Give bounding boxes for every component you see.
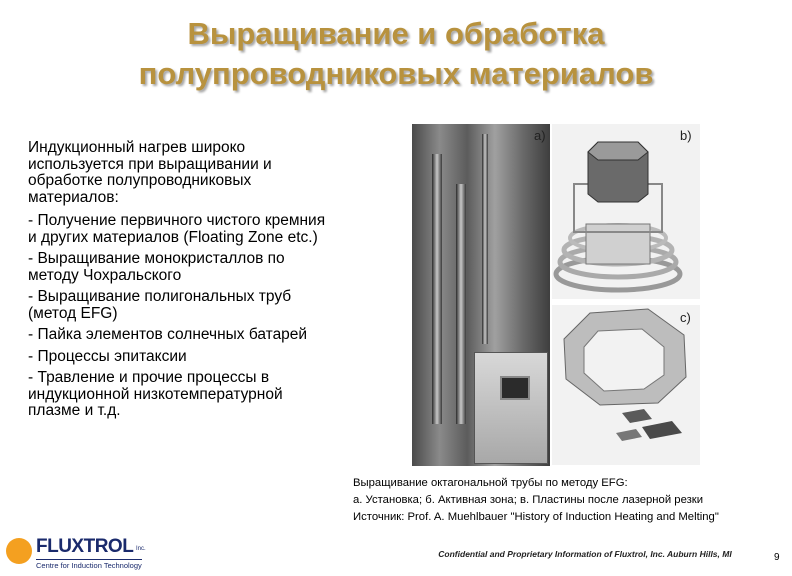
octagonal-tube-illustration [552, 305, 700, 465]
bullet-item: - Травление и прочие процессы в индукционной низкотемпературной плазме и т.д. [28, 369, 283, 419]
caption-line-3: Источник: Prof. A. Muehlbauer "History of Induction Heating and Melting" [353, 511, 719, 523]
photo-active-zone [552, 124, 700, 299]
active-zone-illustration [552, 124, 700, 299]
slide-title [40, 14, 752, 94]
monitor-screen [500, 376, 530, 400]
bullet-item: - Пайка элементов солнечных батарей [28, 326, 308, 343]
title-line-2: полупроводниковых материалов [138, 56, 654, 91]
intro-paragraph: Индукционный нагрев широко используется при выращивании и обработке полупроводниковых материалов: [28, 139, 272, 206]
caption-line-1: Выращивание октагональной трубы по методу EFG: [353, 477, 628, 489]
bullet-list [28, 213, 328, 420]
figure-label-b: b) [680, 128, 692, 143]
fluxtrol-logo [2, 536, 152, 572]
page-number: 9 [774, 552, 780, 563]
bullet-item: - Выращивание монокристаллов по методу Чохральского [28, 250, 285, 284]
figure-label-a: a) [534, 128, 546, 143]
logo-inc: Inc. [136, 546, 146, 552]
footer-confidential: Confidential and Proprietary Information of Fluxtrol, Inc. Auburn Hills, MI [438, 549, 732, 559]
bullet-item: - Процессы эпитаксии [28, 347, 187, 365]
logo-name: FLUXTROL [36, 536, 134, 557]
figure-label-c: c) [680, 310, 691, 325]
photo-laser-cut-plates [552, 305, 700, 465]
logo-circle-icon [6, 538, 32, 564]
caption-line-2: а. Установка; б. Активная зона; в. Пластины после лазерной резки [353, 494, 704, 506]
logo-tagline: Centre for Induction Technology [36, 561, 142, 570]
bullet-item: - Выращивание полигональных труб (метод EFG) [28, 288, 292, 322]
control-cabinet [474, 352, 548, 464]
body-text [28, 140, 328, 425]
bullet-item: - Получение первичного чистого кремния и других материалов (Floating Zone etc.) [28, 212, 326, 246]
figure-caption [353, 475, 783, 526]
title-line-1: Выращивание и обработка [187, 16, 605, 51]
photo-installation [412, 124, 550, 466]
